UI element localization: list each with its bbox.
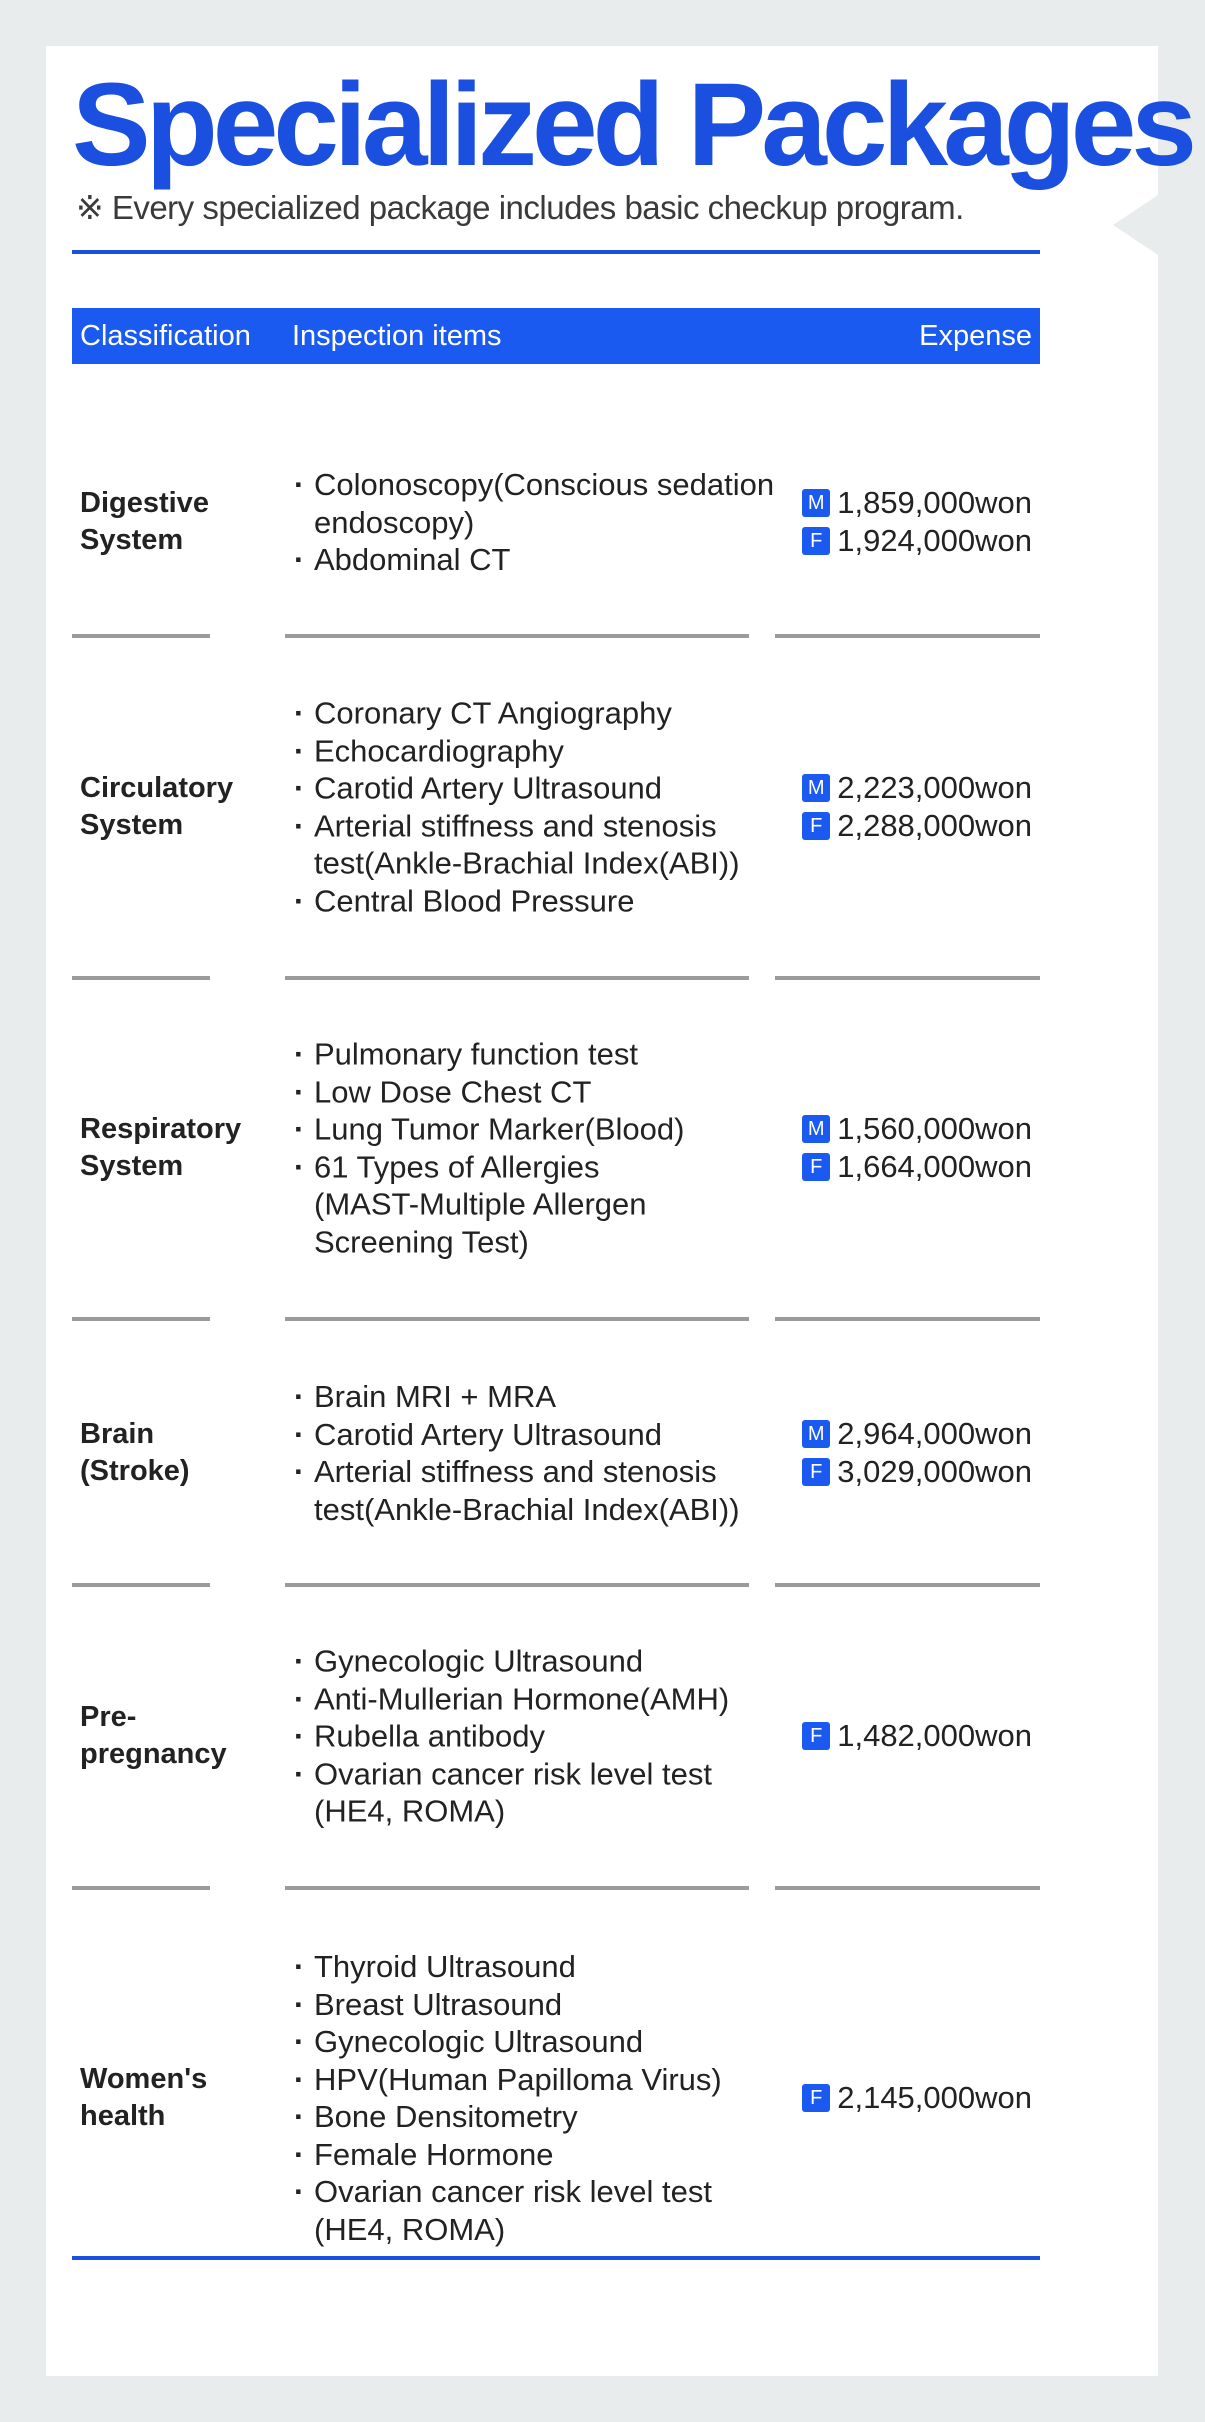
row-classification: Pre- pregnancy — [80, 1701, 227, 1770]
inspection-item-list — [294, 1948, 722, 2248]
row-separator — [285, 1317, 749, 1321]
expense-line — [802, 2079, 1032, 2117]
inspection-item: · Female Hormone — [294, 2136, 722, 2174]
row-separator — [775, 1317, 1040, 1321]
row-separator — [775, 1583, 1040, 1587]
expense-list — [802, 1717, 1032, 1755]
inspection-item: (MAST-Multiple Allergen — [314, 1186, 647, 1222]
inspection-item: test(Ankle-Brachial Index(ABI)) — [314, 845, 740, 881]
row-separator — [775, 634, 1040, 638]
inspection-item: test(Ankle-Brachial Index(ABI)) — [314, 1491, 740, 1527]
inspection-item: · Breast Ultrasound — [294, 1986, 722, 2024]
inspection-item: · Bone Densitometry — [294, 2098, 722, 2136]
female-badge: F — [802, 2084, 830, 2112]
side-notch — [1113, 195, 1158, 255]
expense-amount: 2,145,000won — [837, 2080, 1032, 2115]
female-badge: F — [802, 812, 830, 840]
row-separator — [72, 1583, 210, 1587]
row-separator — [72, 976, 210, 980]
row-separator — [775, 1886, 1040, 1890]
bottom-divider — [72, 2256, 1040, 2260]
inspection-item: · Lung Tumor Marker(Blood) — [294, 1111, 684, 1149]
male-badge: M — [802, 774, 830, 802]
page-title: Specialized Packages — [72, 59, 1193, 191]
inspection-item: · Carotid Artery Ultrasound — [294, 1416, 740, 1454]
inspection-item: · HPV(Human Papilloma Virus) — [294, 2061, 722, 2099]
row-classification: Digestive System — [80, 487, 209, 556]
inspection-item: · Low Dose Chest CT — [294, 1073, 684, 1111]
expense-amount: 1,560,000won — [837, 1111, 1032, 1146]
header-classification: Classification — [80, 320, 251, 352]
inspection-item-list — [294, 1642, 729, 1830]
inspection-item: · Arterial stiffness and stenosis — [294, 1453, 740, 1491]
row-separator — [285, 1583, 749, 1587]
inspection-item: · Gynecologic Ultrasound — [294, 1642, 729, 1680]
row-separator — [285, 976, 749, 980]
inspection-item: · Central Blood Pressure — [294, 882, 740, 920]
inspection-item: · 61 Types of Allergies — [294, 1148, 684, 1186]
header-expense: Expense — [919, 320, 1032, 352]
female-badge: F — [802, 1458, 830, 1486]
row-classification: Circulatory System — [80, 772, 234, 841]
male-badge: M — [802, 1115, 830, 1143]
row-separator — [72, 1317, 210, 1321]
inspection-item: · Brain MRI + MRA — [294, 1378, 740, 1416]
inspection-item: · Echocardiography — [294, 732, 740, 770]
inspection-item: · Carotid Artery Ultrasound — [294, 770, 740, 808]
inspection-item: (HE4, ROMA) — [314, 1793, 506, 1829]
expense-line — [802, 1717, 1032, 1755]
expense-line — [802, 522, 1032, 560]
expense-list — [802, 769, 1032, 845]
row-classification: Brain (Stroke) — [80, 1418, 190, 1487]
inspection-item-list — [294, 1378, 740, 1528]
row-separator — [285, 1886, 749, 1890]
expense-amount: 3,029,000won — [837, 1454, 1032, 1489]
expense-line — [802, 484, 1032, 522]
expense-line — [802, 1148, 1032, 1186]
female-badge: F — [802, 1722, 830, 1750]
inspection-item: · Gynecologic Ultrasound — [294, 2023, 722, 2061]
expense-amount: 1,482,000won — [837, 1718, 1032, 1753]
expense-amount: 2,223,000won — [837, 770, 1032, 805]
expense-list — [802, 2079, 1032, 2117]
inspection-item: · Anti-Mullerian Hormone(AMH) — [294, 1680, 729, 1718]
inspection-item-list — [294, 1036, 684, 1261]
expense-list — [802, 484, 1032, 560]
male-badge: M — [802, 489, 830, 517]
male-badge: M — [802, 1420, 830, 1448]
expense-amount: 2,964,000won — [837, 1416, 1032, 1451]
expense-line — [802, 1415, 1032, 1453]
expense-amount: 1,924,000won — [837, 523, 1032, 558]
expense-list — [802, 1415, 1032, 1491]
female-badge: F — [802, 1153, 830, 1181]
inspection-item: · Thyroid Ultrasound — [294, 1948, 722, 1986]
inspection-item: Screening Test) — [314, 1224, 529, 1259]
expense-line — [802, 769, 1032, 807]
inspection-item: · Colonoscopy(Conscious sedation — [294, 466, 774, 504]
expense-amount: 2,288,000won — [837, 808, 1032, 843]
inspection-item: endoscopy) — [314, 504, 475, 540]
expense-list — [802, 1110, 1032, 1186]
expense-line — [802, 1110, 1032, 1148]
inspection-item-list — [294, 466, 774, 579]
inspection-item: · Ovarian cancer risk level test — [294, 1755, 729, 1793]
expense-amount: 1,664,000won — [837, 1149, 1032, 1184]
inspection-item-list — [294, 695, 740, 920]
row-separator — [285, 634, 749, 638]
row-separator — [72, 1886, 210, 1890]
female-badge: F — [802, 527, 830, 555]
package-note: ※ Every specialized package includes basic checkup program. — [76, 189, 964, 226]
inspection-item: · Coronary CT Angiography — [294, 695, 740, 733]
row-classification: Women's health — [80, 2063, 208, 2132]
header-inspection-items: Inspection items — [292, 320, 502, 352]
expense-line — [802, 807, 1032, 845]
row-separator — [775, 976, 1040, 980]
title-divider — [72, 250, 1040, 254]
inspection-item: · Arterial stiffness and stenosis — [294, 807, 740, 845]
inspection-item: · Ovarian cancer risk level test — [294, 2173, 722, 2211]
inspection-item: · Rubella antibody — [294, 1717, 729, 1755]
inspection-item: · Pulmonary function test — [294, 1036, 684, 1074]
expense-amount: 1,859,000won — [837, 485, 1032, 520]
inspection-item: · Abdominal CT — [294, 541, 774, 579]
table-header — [72, 308, 1040, 364]
inspection-item: (HE4, ROMA) — [314, 2211, 506, 2247]
row-classification: Respiratory System — [80, 1113, 242, 1182]
expense-line — [802, 1453, 1032, 1491]
row-separator — [72, 634, 210, 638]
